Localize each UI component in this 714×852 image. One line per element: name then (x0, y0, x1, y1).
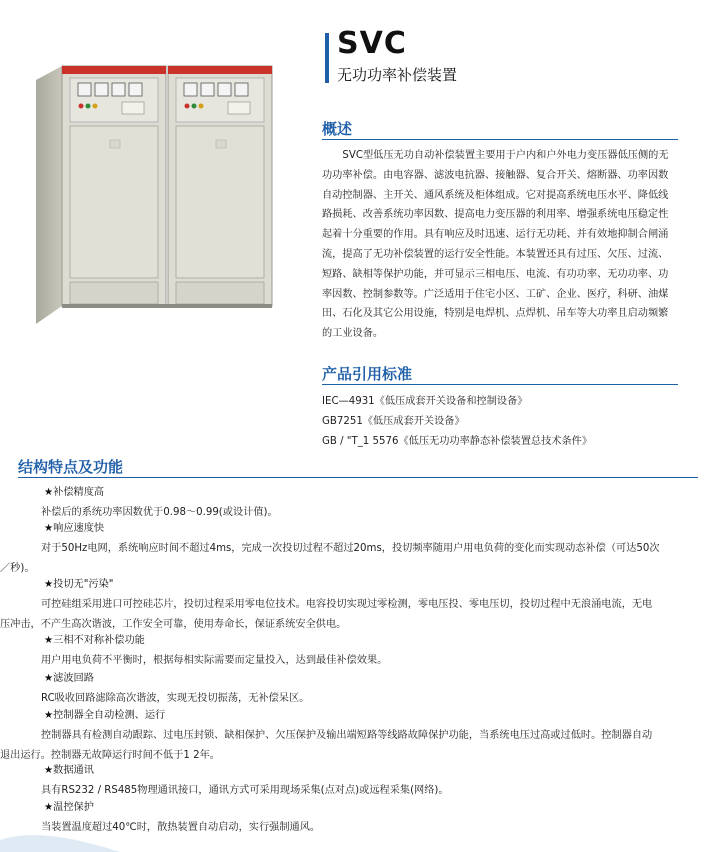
standards-heading: 产品引用标准 (322, 365, 413, 383)
decorative-swoosh (0, 822, 140, 852)
feature-title: ★响应速度快 (44, 523, 105, 534)
cabinet-side-panel (36, 66, 62, 324)
feature-body: 补偿后的系统功率因数优于0.98～0.99(或设计值)。 (41, 507, 278, 518)
standard-item: GB7251《低压成套开关设备》 (322, 416, 465, 427)
product-photo (36, 56, 276, 328)
features-divider (18, 477, 698, 478)
page-title: SVC (337, 26, 407, 61)
standard-item: IEC—4931《低压成套开关设备和控制设备》 (322, 396, 528, 407)
feature-body: 具有RS232 / RS485物理通讯接口，通讯方式可采用现场采集(点对点)或远程采集(网络)。 (41, 785, 449, 796)
feature-body: 当装置温度超过40℃时，散热装置自动启动，实行强制通风。 (41, 822, 321, 833)
feature-title: ★三相不对称补偿功能 (44, 635, 145, 646)
cabinet-right (168, 66, 272, 306)
title-accent-bar (325, 33, 329, 83)
cabinet-base (62, 304, 272, 308)
features-heading: 结构特点及功能 (18, 458, 124, 476)
feature-body: 控制器具有检测自动跟踪、过电压封锁、缺相保护、欠压保护及输出端短路等线路故障保护功能，当系统电压过高或过低时。控制器自动退出运行。控制器无故障运行时间不低于1 2年。 (0, 730, 653, 761)
overview-paragraph: SVC型低压无功自动补偿装置主要用于户内和户外电力变压器低压侧的无功功率补偿。由电容器、滤波电抗器、接触器、复合开关、熔断器、功率因数自动控制器、主开关、通风系统及柜体组成。它对提高系统电压水平、降低线路损耗、改善系统功率因数、提高电力变压器的利用率、增强系统电压稳定性起着十分重要的作用。具有响应及时迅速、运行无功耗、并有效地抑制合闸涌流，提高了无功补偿装置的运行安全性能。本装置还具有过压、欠压、过流、短路、缺相等保护功能，并可显示三相电压、电流、有功功率、无功功率、功率因数、控制参数等。广泛适用于住宅小区、工矿、企业、医疗，科研、油煤田、石化及其它公用设施，特别是电焊机、点焊机、吊车等大功率且启动频繁的工业设备。 (322, 150, 669, 340)
feature-title: ★补偿精度高 (44, 487, 105, 498)
feature-title: ★控制器全自动检测、运行 (44, 710, 166, 721)
feature-title: ★温控保护 (44, 802, 94, 813)
standard-item: GB / "T_1 5576《低压无功功率静态补偿装置总技术条件》 (322, 436, 593, 447)
cabinet-top-strip (62, 66, 166, 74)
overview-divider (322, 139, 678, 140)
overview-heading: 概述 (322, 120, 353, 138)
feature-body: RC吸收回路滤除高次谐波，实现无投切振荡，无补偿呆区。 (41, 693, 310, 704)
cabinet-door (70, 126, 158, 278)
feature-body: 可控硅组采用进口可控硅芯片，投切过程采用零电位技术。电容投切实现过零检测，零电压投、零电压切，投切过程中无浪涌电流，无电压冲击，不产生高次谐波，工作安全可靠，使用寿命长，保证系统安全供电。 (0, 599, 653, 630)
feature-title: ★投切无"污染" (44, 579, 114, 590)
standards-divider (322, 384, 678, 385)
feature-title: ★数据通讯 (44, 765, 94, 776)
feature-body: 用户用电负荷不平衡时，根据每相实际需要而定量投入，达到最佳补偿效果。 (41, 655, 388, 666)
cabinet-left (62, 66, 166, 306)
feature-title: ★滤波回路 (44, 673, 94, 684)
feature-body: 对于50Hz电网，系统响应时间不超过4ms，完成一次投切过程不超过20ms，投切频率随用户用电负荷的变化而实现动态补偿（可达50次／秒)。 (0, 543, 660, 574)
page-subtitle: 无功功率补偿装置 (337, 66, 458, 84)
standards-list (322, 392, 592, 452)
